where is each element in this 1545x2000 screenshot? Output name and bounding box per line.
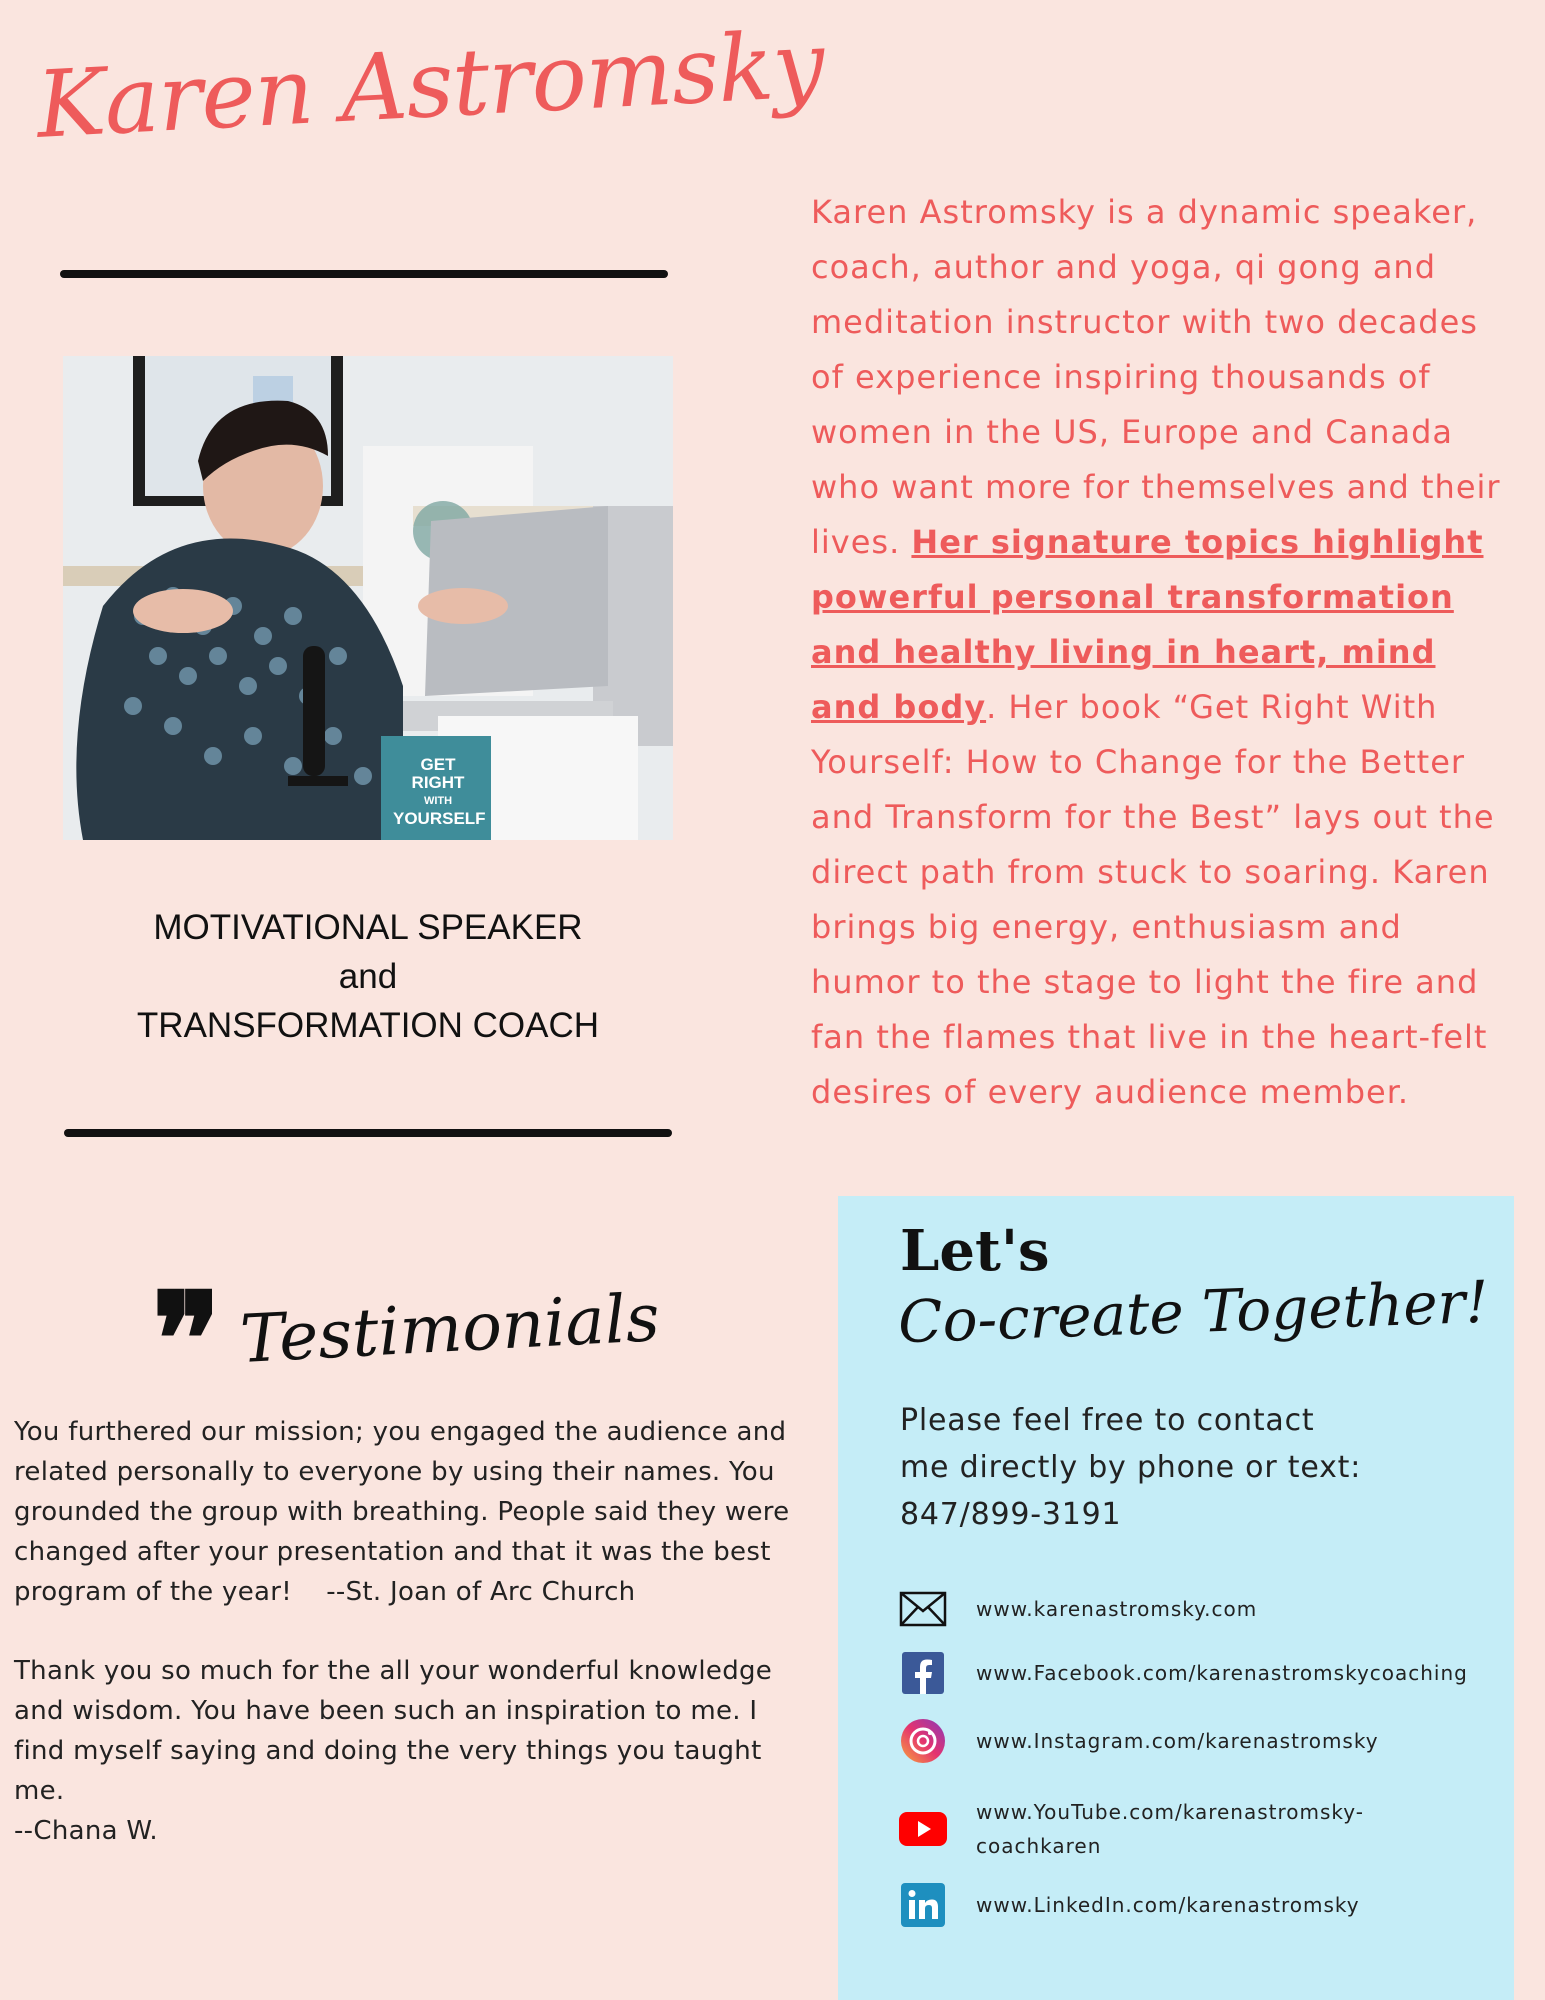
divider-bottom — [64, 1129, 672, 1137]
contact-phone[interactable]: 847/899-3191 — [900, 1497, 1122, 1532]
website-link-text[interactable]: www.karenastromsky.com — [976, 1597, 1258, 1621]
testimonial-attribution: --Chana W. — [14, 1816, 158, 1846]
youtube-icon — [898, 1804, 948, 1854]
contact-line1: Please feel free to contact — [900, 1403, 1315, 1438]
role-description — [63, 903, 673, 1050]
website-link[interactable] — [898, 1584, 1498, 1634]
instagram-link-text[interactable]: www.Instagram.com/karenastromsky — [976, 1729, 1379, 1753]
contact-info — [900, 1397, 1460, 1538]
book-title-line3: YOURSELF — [393, 809, 486, 828]
role-line1: MOTIVATIONAL SPEAKER — [153, 908, 583, 947]
testimonial-text: Thank you so much for the all your wonderful knowledge and wisdom. You have been such an inspiration to me. I find myself saying and doing the very things you taught me. — [14, 1656, 773, 1806]
bio-paragraph — [811, 185, 1511, 1120]
testimonials-heading: Testimonials — [238, 1279, 662, 1378]
speaker-photo-illustration — [63, 356, 673, 840]
facebook-link-text[interactable]: www.Facebook.com/karenastromskycoaching — [976, 1661, 1468, 1685]
book-cover — [393, 755, 486, 828]
contact-line2: me directly by phone or text: — [900, 1450, 1362, 1485]
linkedin-link[interactable] — [898, 1880, 1498, 1930]
book-title-line2: WITH — [423, 795, 453, 807]
instagram-icon — [898, 1716, 948, 1766]
contact-heading: Let's — [900, 1218, 1050, 1284]
divider-top — [60, 270, 668, 278]
youtube-link-text[interactable] — [976, 1795, 1364, 1863]
linkedin-icon — [898, 1880, 948, 1930]
youtube-link[interactable] — [898, 1794, 1498, 1864]
linkedin-link-text[interactable]: www.LinkedIn.com/karenastromsky — [976, 1893, 1360, 1917]
speaker-photo — [63, 356, 673, 840]
instagram-link[interactable] — [898, 1716, 1498, 1766]
quote-icon: ❞ — [152, 1265, 215, 1415]
envelope-icon — [898, 1584, 948, 1634]
youtube-link-line1: www.YouTube.com/karenastromsky- — [976, 1800, 1364, 1824]
facebook-link[interactable] — [898, 1648, 1498, 1698]
book-title-line1: GET RIGHT — [411, 755, 465, 792]
contact-subheading: Co-create Together! — [896, 1267, 1490, 1357]
page-title: Karen Astromsky — [34, 10, 827, 159]
testimonial-item — [14, 1651, 814, 1851]
bio-rest: . Her book “Get Right With Yourself: How to Change for the Better and Transform for the Best” lays out the direct path from stuck to soaring. Karen brings big energy, enthusiasm and humor to the stage to light the fire and fan the flames that live in the heart-felt desires of every audience member. — [811, 688, 1495, 1111]
bio-intro: Karen Astromsky is a dynamic speaker, coach, author and yoga, qi gong and meditation instructor with two decades of experience inspiring thousands of women in the US, Europe and Canada who want more for themselves and their lives. — [811, 193, 1501, 561]
testimonial-item — [14, 1412, 814, 1612]
testimonial-attribution: --St. Joan of Arc Church — [326, 1577, 636, 1607]
testimonial-text: You furthered our mission; you engaged the audience and related personally to everyone by using their names. You grounded the group with breathing. People said they were changed after your presentation and that it was the best program of the year! — [14, 1417, 790, 1607]
role-line2: and — [338, 957, 398, 996]
role-line3: TRANSFORMATION COACH — [136, 1006, 600, 1045]
bio-highlight: Her signature topics highlight powerful personal transformation and healthy living in heart, mind and body — [811, 523, 1484, 726]
youtube-link-line2: coachkaren — [976, 1834, 1102, 1858]
facebook-icon — [898, 1648, 948, 1698]
